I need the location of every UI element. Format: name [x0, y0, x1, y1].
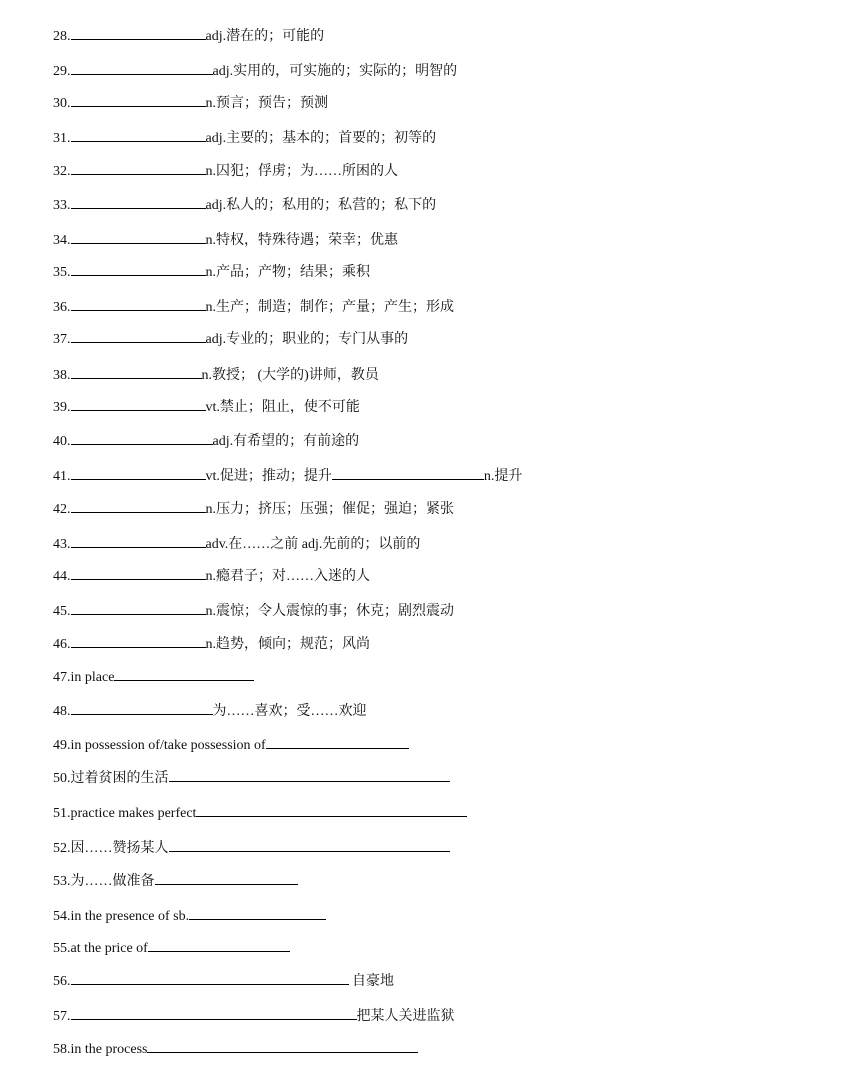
list-item	[53, 601, 454, 621]
answer-blank[interactable]	[266, 735, 409, 749]
answer-blank[interactable]	[71, 431, 213, 445]
list-item	[53, 701, 367, 721]
list-item	[53, 397, 360, 417]
item-definition: n.特权，特殊待遇；荣幸；优惠	[205, 233, 398, 248]
item-definition: n.预言；预告；预测	[205, 96, 328, 111]
answer-blank[interactable]	[71, 26, 206, 40]
list-item	[53, 230, 398, 250]
list-item	[53, 499, 454, 519]
answer-blank[interactable]	[71, 534, 206, 548]
item-number: 45.	[53, 604, 71, 619]
item-phrase: at the price of	[70, 941, 148, 956]
list-item	[53, 768, 450, 788]
item-definition: adj.专业的；职业的；专门从事的	[205, 332, 409, 347]
item-phrase: practice makes perfect	[70, 806, 197, 821]
list-item	[53, 1006, 455, 1026]
answer-blank[interactable]	[71, 262, 206, 276]
item-definition: vt.禁止；阻止，使不可能	[205, 400, 360, 415]
item-definition: 自豪地	[348, 974, 394, 989]
item-definition: adj.实用的，可实施的；实际的；明智的	[212, 64, 458, 79]
list-item	[53, 634, 370, 654]
item-definition: n.压力；挤压；压强；催促；强迫；紧张	[205, 502, 454, 517]
list-item	[53, 735, 409, 755]
list-item	[53, 431, 359, 451]
item-number: 51.	[53, 806, 71, 821]
item-number: 54.	[53, 909, 71, 924]
item-definition: adj.潜在的；可能的	[205, 29, 325, 44]
answer-blank[interactable]	[196, 803, 467, 817]
list-item	[53, 61, 457, 81]
answer-blank[interactable]	[169, 768, 450, 782]
item-phrase: in place	[70, 670, 115, 685]
item-number: 37.	[53, 332, 71, 347]
item-phrase: 过着贫困的生活	[70, 771, 169, 786]
list-item	[53, 195, 436, 215]
answer-blank[interactable]	[71, 93, 206, 107]
answer-blank[interactable]	[71, 230, 206, 244]
item-number: 33.	[53, 198, 71, 213]
answer-blank[interactable]	[71, 329, 206, 343]
answer-blank[interactable]	[71, 566, 206, 580]
answer-blank[interactable]	[71, 365, 202, 379]
item-number: 55.	[53, 941, 71, 956]
answer-blank[interactable]	[71, 297, 206, 311]
item-definition: n.囚犯；俘虏；为……所困的人	[205, 164, 398, 179]
answer-blank[interactable]	[71, 971, 349, 985]
item-number: 29.	[53, 64, 71, 79]
item-phrase: 为……做准备	[70, 874, 155, 889]
list-item	[53, 161, 398, 181]
list-item	[53, 26, 324, 46]
item-definition: adv.在……之前 adj.先前的；以前的	[205, 537, 421, 552]
answer-blank[interactable]	[71, 1006, 357, 1020]
item-number: 36.	[53, 300, 71, 315]
item-number: 52.	[53, 841, 71, 856]
answer-blank[interactable]	[71, 397, 206, 411]
list-item	[53, 466, 522, 486]
item-number: 57.	[53, 1009, 71, 1024]
list-item	[53, 297, 454, 317]
answer-blank[interactable]	[71, 499, 206, 513]
answer-blank[interactable]	[71, 61, 213, 75]
item-definition: n.趋势，倾向；规范；风尚	[205, 637, 370, 652]
answer-blank[interactable]	[71, 634, 206, 648]
list-item	[53, 365, 379, 385]
list-item	[53, 971, 394, 991]
answer-blank[interactable]	[71, 466, 206, 480]
item-number: 50.	[53, 771, 71, 786]
list-item	[53, 667, 254, 687]
list-item	[53, 906, 326, 926]
answer-blank[interactable]	[71, 701, 213, 715]
list-item	[53, 534, 420, 554]
item-number: 48.	[53, 704, 71, 719]
item-definition: n.产品；产物；结果；乘积	[205, 265, 370, 280]
answer-blank-second[interactable]	[332, 466, 484, 480]
list-item	[53, 803, 467, 823]
list-item	[53, 566, 370, 586]
answer-blank[interactable]	[114, 667, 254, 681]
item-definition: adj.有希望的；有前途的	[212, 434, 360, 449]
item-phrase: 因……赞扬某人	[70, 841, 169, 856]
answer-blank[interactable]	[71, 601, 206, 615]
list-item	[53, 1039, 418, 1059]
item-number: 41.	[53, 469, 71, 484]
answer-blank[interactable]	[71, 161, 206, 175]
item-definition-second: n.提升	[483, 469, 523, 484]
answer-blank[interactable]	[147, 1039, 418, 1053]
list-item	[53, 938, 290, 958]
item-definition: adj.主要的；基本的；首要的；初等的	[205, 131, 437, 146]
item-number: 46.	[53, 637, 71, 652]
item-number: 43.	[53, 537, 71, 552]
item-definition: n.瘾君子；对……入迷的人	[205, 569, 370, 584]
item-definition: 为……喜欢；受……欢迎	[212, 704, 367, 719]
item-number: 38.	[53, 368, 71, 383]
item-definition: n.生产；制造；制作；产量；产生；形成	[205, 300, 454, 315]
item-phrase: in the presence of sb.	[70, 909, 190, 924]
list-item	[53, 838, 450, 858]
answer-blank[interactable]	[169, 838, 450, 852]
item-number: 58.	[53, 1042, 71, 1057]
item-number: 49.	[53, 738, 71, 753]
answer-blank[interactable]	[71, 195, 206, 209]
list-item	[53, 871, 298, 891]
answer-blank[interactable]	[148, 938, 290, 952]
item-number: 32.	[53, 164, 71, 179]
list-item	[53, 128, 436, 148]
item-definition: 把某人关进监狱	[356, 1009, 455, 1024]
item-number: 40.	[53, 434, 71, 449]
item-number: 31.	[53, 131, 71, 146]
item-number: 44.	[53, 569, 71, 584]
answer-blank[interactable]	[71, 128, 206, 142]
item-number: 56.	[53, 974, 71, 989]
item-number: 34.	[53, 233, 71, 248]
item-number: 35.	[53, 265, 71, 280]
answer-blank[interactable]	[189, 906, 326, 920]
item-phrase: in the process	[70, 1042, 148, 1057]
item-number: 42.	[53, 502, 71, 517]
item-definition: n.震惊；令人震惊的事；休克；剧烈震动	[205, 604, 454, 619]
item-phrase: in possession of/take possession of	[70, 738, 266, 753]
item-number: 30.	[53, 96, 71, 111]
item-definition: adj.私人的；私用的；私营的；私下的	[205, 198, 437, 213]
item-definition: vt.促进；推动；提升	[205, 469, 332, 484]
answer-blank[interactable]	[155, 871, 298, 885]
item-number: 47.	[53, 670, 71, 685]
item-number: 39.	[53, 400, 71, 415]
list-item	[53, 93, 328, 113]
item-definition: n.教授； (大学的)讲师，教员	[201, 368, 379, 383]
item-number: 28.	[53, 29, 71, 44]
list-item	[53, 329, 408, 349]
list-item	[53, 262, 370, 282]
item-number: 53.	[53, 874, 71, 889]
